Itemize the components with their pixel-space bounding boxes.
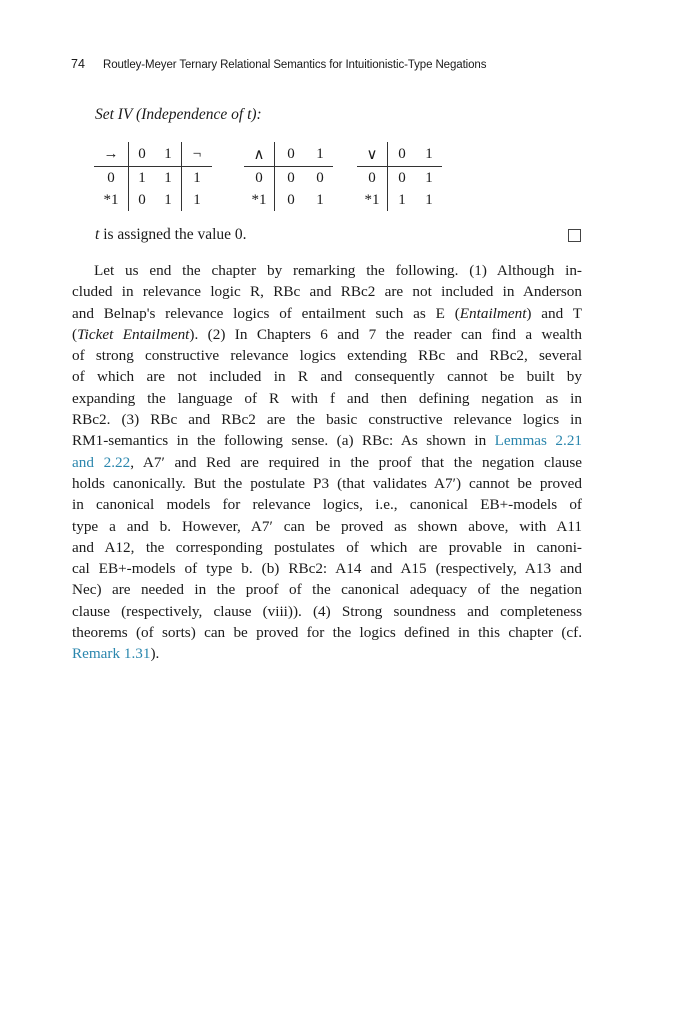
- assignment-text: is assigned the value 0.: [99, 226, 247, 243]
- paragraph-line: RM1-semantics in the following sense. (a) RBc: As shown in Lemmas 2.21: [72, 432, 583, 450]
- running-header: [71, 57, 591, 73]
- table-cell: 0: [398, 169, 406, 186]
- table-cell: 1: [193, 169, 201, 186]
- emphasis: Ticket Entailment: [77, 325, 190, 343]
- table-cell: 0: [287, 191, 295, 208]
- table-header-cell: 0: [388, 142, 417, 167]
- paragraph-line: cluded in relevance logic R, RBc and RBc2 are not included in Anderson: [72, 283, 582, 301]
- table-row-label: *1: [94, 189, 129, 211]
- page-number: 74: [71, 57, 85, 71]
- table-row: [94, 167, 212, 190]
- paragraph-line: cal EB+-models of type b. (b) RBc2: A14 and A15 (respectively, A13 and: [72, 560, 582, 578]
- table-cell: 1: [425, 191, 433, 208]
- running-title: Routley-Meyer Ternary Relational Semantics for Intuitionistic-Type Negations: [103, 59, 487, 71]
- conjunction-table: [244, 142, 333, 211]
- table-header-cell: 1: [416, 142, 442, 167]
- qed-box-icon: [568, 229, 581, 242]
- paragraph-line: of strong constructive relevance logics extending RBc and RBc2, several: [72, 347, 582, 365]
- table-cell: 0: [316, 169, 324, 186]
- paragraph-line: theorems (of sorts) can be proved for the logics defined in this chapter (cf.: [72, 624, 582, 642]
- table-operator-cell: ¬: [182, 142, 213, 167]
- table-cell: 1: [398, 191, 406, 208]
- table-operator-cell: ∨: [357, 142, 388, 167]
- table-row: [94, 189, 212, 211]
- table-row: [357, 167, 442, 190]
- table-cell: 1: [316, 191, 324, 208]
- table-cell: 1: [193, 191, 201, 208]
- table-cell: 0: [287, 169, 295, 186]
- paragraph-line: clause (respectively, clause (viii)). (4) Strong soundness and completeness: [72, 602, 582, 620]
- implication-negation-table: [94, 142, 212, 211]
- lemma-link[interactable]: and 2.22: [72, 453, 131, 471]
- table-operator-cell: ∧: [244, 142, 275, 167]
- disjunction-table: [357, 142, 442, 211]
- emphasis: Entailment: [459, 304, 527, 322]
- paragraph-line: (Ticket Entailment). (2) In Chapters 6 and 7 the reader can find a wealth: [72, 325, 582, 343]
- table-cell: 1: [138, 169, 146, 186]
- lemma-link[interactable]: Lemmas 2.21: [494, 432, 583, 450]
- table-row-label: *1: [357, 189, 388, 211]
- closing-paragraph: [72, 260, 582, 665]
- table-cell: 0: [138, 191, 146, 208]
- paragraph-line: holds canonically. But the postulate P3 (that validates A7′) cannot be proved: [72, 474, 582, 492]
- table-header-row: [244, 142, 333, 167]
- table-operator-cell: →: [94, 142, 129, 167]
- paragraph-line: Nec) are needed in the proof of the canonical adequacy of the negation: [72, 581, 582, 599]
- table-cell: 1: [155, 189, 182, 211]
- table-cell: 1: [155, 167, 182, 190]
- paragraph-line: and Belnap's relevance logics of entailment such as E (Entailment) and T: [72, 304, 582, 322]
- variable-t: t: [95, 226, 100, 243]
- table-header-cell: 1: [155, 142, 182, 167]
- paragraph-line: expanding the language of R with f and then defining negation as in: [72, 389, 582, 407]
- paragraph-line: Remark 1.31).: [72, 645, 160, 663]
- table-row: [244, 167, 333, 190]
- remark-link[interactable]: Remark 1.31: [72, 645, 151, 663]
- table-header-row: [94, 142, 212, 167]
- paragraph-line: of which are not included in R and consequently cannot be built by: [72, 368, 582, 386]
- table-row: [357, 189, 442, 211]
- paragraph-line: and 2.22, A7′ and Red are required in the proof that the negation clause: [72, 453, 582, 471]
- table-header-cell: 0: [275, 142, 308, 167]
- table-row-label: *1: [244, 189, 275, 211]
- table-row-label: 0: [94, 167, 129, 190]
- table-cell: 1: [425, 169, 433, 186]
- paragraph-line: RBc2. (3) RBc and RBc2 are the basic constructive relevance logics in: [72, 411, 582, 429]
- paragraph-line: and A12, the corresponding postulates of which are provable in canoni-: [72, 538, 582, 556]
- table-row-label: 0: [357, 167, 388, 190]
- paragraph-line: Let us end the chapter by remarking the following. (1) Although in-: [94, 262, 582, 279]
- table-row: [244, 189, 333, 211]
- table-row-label: 0: [244, 167, 275, 190]
- assignment-note: [95, 226, 247, 244]
- paragraph-line: in canonical models for relevance logics, i.e., canonical EB+-models of: [72, 496, 582, 514]
- table-header-cell: 1: [307, 142, 333, 167]
- set-title: Set IV (Independence of t):: [95, 106, 262, 123]
- table-header-cell: 0: [129, 142, 156, 167]
- paragraph-line: type a and b. However, A7′ can be proved as shown above, with A11: [72, 517, 582, 535]
- table-header-row: [357, 142, 442, 167]
